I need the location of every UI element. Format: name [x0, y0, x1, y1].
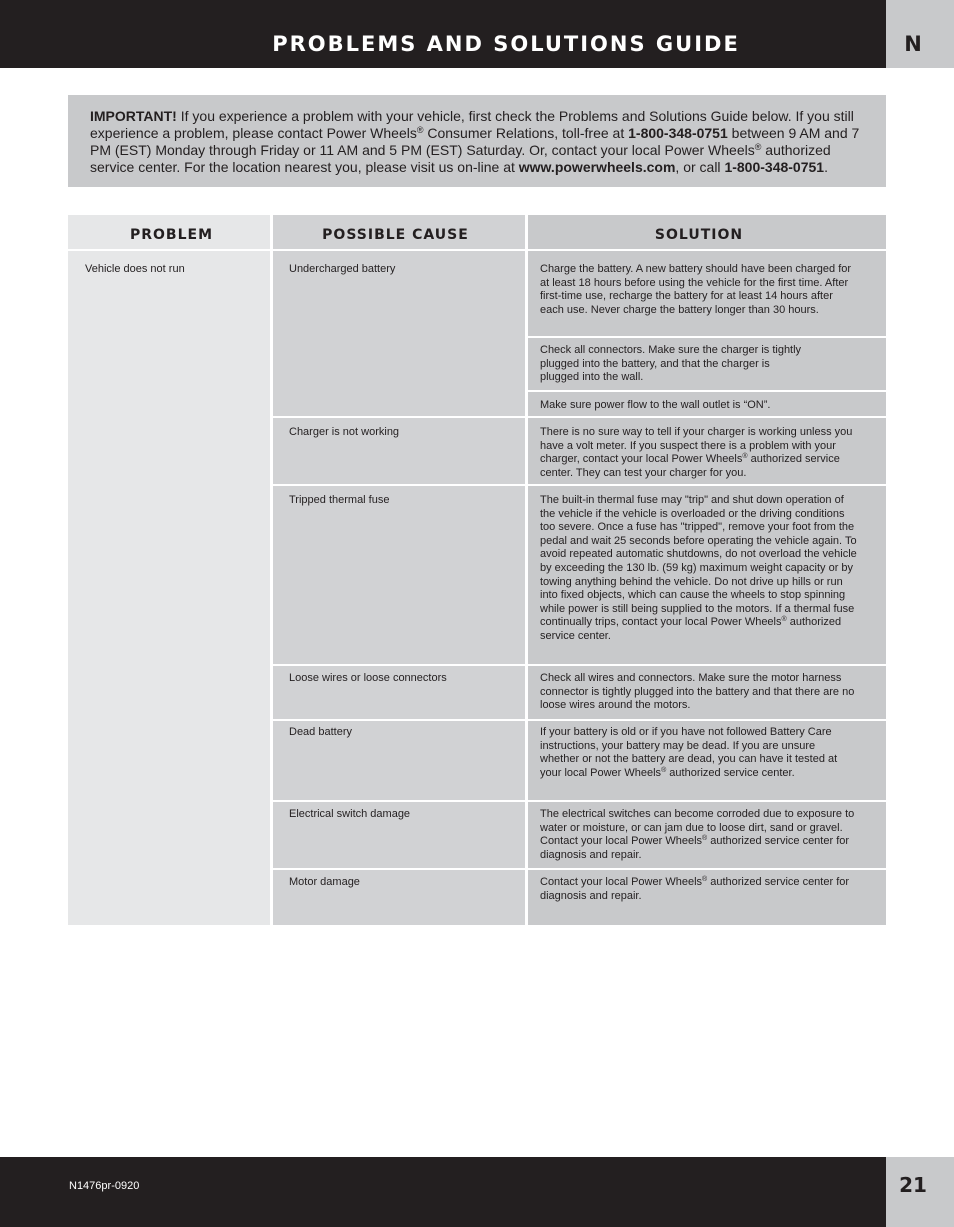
cause-cell: Charger is not working [289, 426, 400, 438]
row-divider [528, 868, 886, 870]
solution-header: SOLUTION [654, 227, 744, 243]
row-divider [273, 800, 525, 802]
cause-cell: Tripped thermal fuse [289, 494, 390, 506]
registered-mark: ® [416, 125, 424, 135]
row-divider [528, 800, 886, 802]
solution-cell: If your battery is old or if you have not followed Battery Care instructions, your battery may be dead. If you are unsure whether or not the battery are dead, you can have it tested at your local Power Wheels® authorized service center. [540, 726, 838, 779]
section-letter: N [904, 32, 922, 56]
row-divider [273, 664, 525, 666]
row-divider [528, 484, 886, 486]
row-divider [273, 868, 525, 870]
problem-cell: Vehicle does not run [85, 263, 185, 275]
row-divider [528, 390, 886, 392]
row-divider [528, 336, 886, 338]
row-divider [273, 484, 525, 486]
row-divider [273, 719, 525, 721]
notice-text-5: , or call [675, 159, 725, 175]
important-notice [68, 95, 886, 187]
cause-header: POSSIBLE CAUSE [322, 227, 469, 243]
section-tab [886, 0, 954, 68]
notice-text-3: between 9 AM and 7 PM (EST) Monday through Friday or 11 AM and 5 PM (EST) Saturday. Or, contact your local Power Wheels [90, 125, 860, 158]
problem-header: PROBLEM [129, 227, 214, 243]
solution-cell: Check all wires and connectors. Make sure the motor harness connector is tightly plugged into the battery and that there are no loose wires around the motors. [540, 672, 855, 712]
solution-cell: Check all connectors. Make sure the charger is tightly plugged into the battery, and that the charger is plugged into the wall. [540, 344, 802, 384]
row-divider [273, 416, 525, 418]
row-divider [528, 416, 886, 418]
notice-text-6: . [824, 159, 828, 175]
phone-number: 1-800-348-0751 [628, 125, 728, 141]
notice-text-4: authorized service center. For the location nearest you, please visit us on-line at [90, 142, 831, 175]
row-divider [528, 664, 886, 666]
notice-text-2: Consumer Relations, toll-free at [423, 125, 629, 141]
cause-cell: Loose wires or loose connectors [289, 672, 447, 684]
phone-number: 1-800-348-0751 [724, 159, 825, 175]
footer-bar [0, 1157, 886, 1227]
registered-mark: ® [754, 142, 762, 152]
page-number-tab [886, 1157, 954, 1227]
problem-column [68, 215, 270, 925]
solution-cell: The built-in thermal fuse may "trip" and shut down operation of the vehicle if the vehicle is overloaded or the driving conditions too severe. Once a fuse has "tripped", remove your foot from the pedal and wait 25 seconds before operating the vehicle again. To avoid repeated automatic shutdowns, do not overload the vehicle by exceeding the 130 lb. (59 kg) maximum weight capacity or by towing anything behind the vehicle. Do not drive up hills or run into fixed objects, which can cause the wheels to stop spinning while power is still being supplied to the motors. If a thermal fuse continually trips, contact your local Power Wheels® authorized service center. [540, 494, 857, 642]
cause-cell: Motor damage [289, 876, 360, 888]
website-link: www.powerwheels.com [518, 159, 676, 175]
notice-text-1: If you experience a problem with your vehicle, first check the Problems and Solutions Guide below. If you still experience a problem, please contact Power Wheels [90, 108, 854, 141]
cause-cell: Undercharged battery [289, 263, 396, 275]
cause-cell: Dead battery [289, 726, 352, 738]
page-title: PROBLEMS AND SOLUTIONS GUIDE [272, 32, 740, 56]
solution-cell: Charge the battery. A new battery should have been charged for at least 18 hours before using the vehicle for the first time. After first-time use, recharge the battery for at least 14 hours after each use. Never charge the battery longer than 30 hours. [540, 263, 852, 316]
document-code: N1476pr-0920 [69, 1180, 140, 1192]
page-number: 21 [899, 1173, 927, 1197]
solution-cell: Make sure power flow to the wall outlet is “ON”. [540, 399, 771, 411]
solution-cell: The electrical switches can become corroded due to exposure to water or moisture, or can jam due to loose dirt, sand or gravel. Contact your local Power Wheels® authorized service center for diagnosis and repair. [540, 808, 855, 861]
solution-cell: Contact your local Power Wheels® authorized service center for diagnosis and repair. [540, 876, 850, 902]
important-lead: IMPORTANT! [90, 108, 177, 124]
cause-cell: Electrical switch damage [289, 808, 411, 820]
solution-cell: There is no sure way to tell if your charger is working unless you have a volt meter. If you suspect there is a problem with your charger, contact your local Power Wheels® authorized service center. They can test your charger for you. [540, 426, 853, 479]
row-divider [528, 719, 886, 721]
